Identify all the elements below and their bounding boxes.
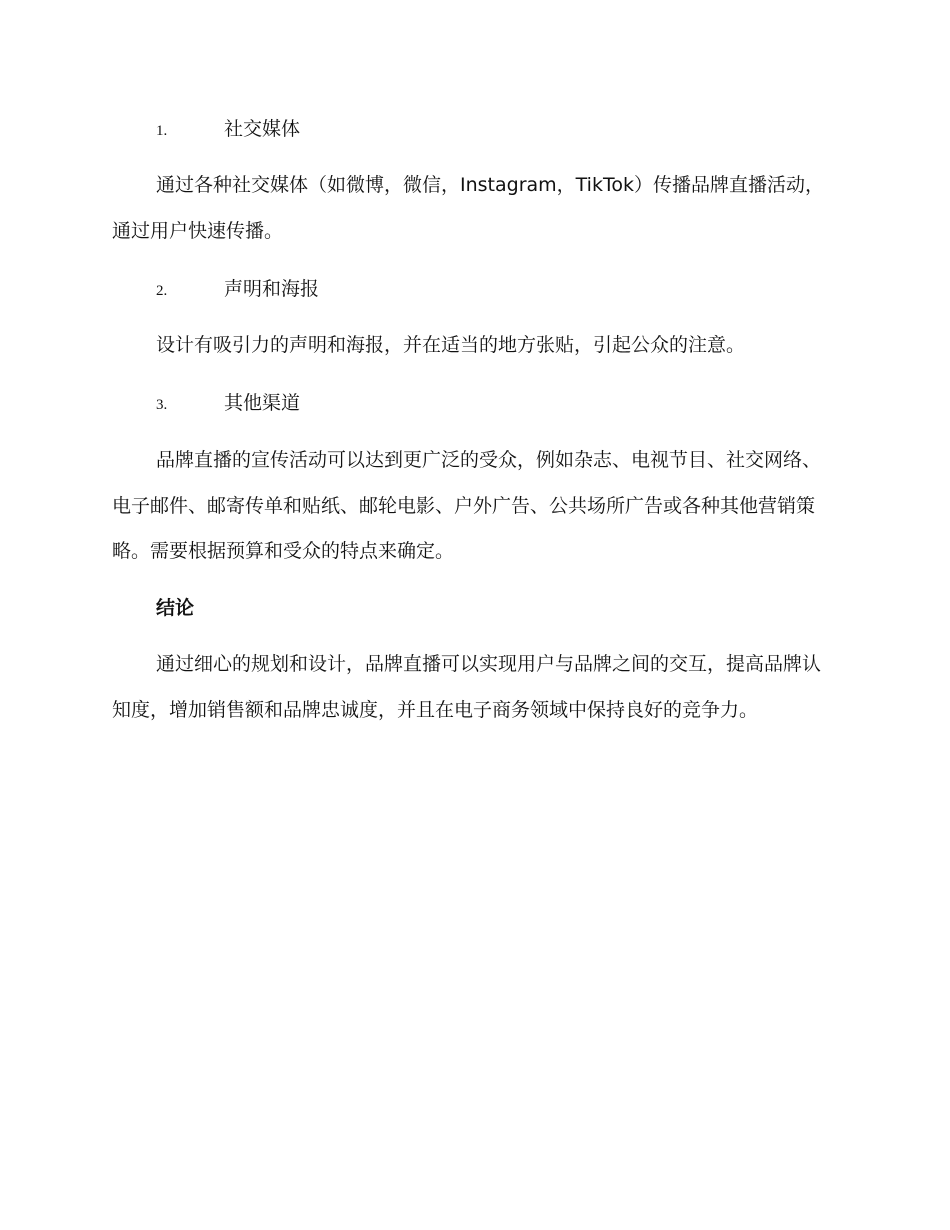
paragraph-conclusion: 通过细心的规划和设计，品牌直播可以实现用户与品牌之间的交互，提高品牌认知度，增加销售额和品牌忠诚度，并且在电子商务领域中保持良好的竞争力。 [112,653,822,721]
list-title: 社交媒体 [224,118,301,140]
paragraph-social-media: 通过各种社交媒体（如微博，微信，Instagram，TikTok）传播品牌直播活动，通过用户快速传播。 [112,174,824,242]
conclusion-heading: 结论 [156,597,195,619]
list-item-other-channels [156,388,300,418]
paragraph-other-channels: 品牌直播的宣传活动可以达到更广泛的受众，例如杂志、电视节目、社交网络、电子邮件、邮寄传单和贴纸、邮轮电影、户外广告、公共场所广告或各种其他营销策略。需要根据预算和受众的特点来确定。 [112,449,822,562]
list-item-social-media [156,114,300,144]
list-number: 2. [156,283,168,299]
list-number: 1. [156,123,168,139]
list-title: 其他渠道 [224,392,301,414]
list-item-posters [156,274,319,304]
list-title: 声明和海报 [224,278,320,300]
paragraph-posters: 设计有吸引力的声明和海报，并在适当的地方张贴，引起公众的注意。 [156,334,746,356]
list-number: 3. [156,397,168,413]
